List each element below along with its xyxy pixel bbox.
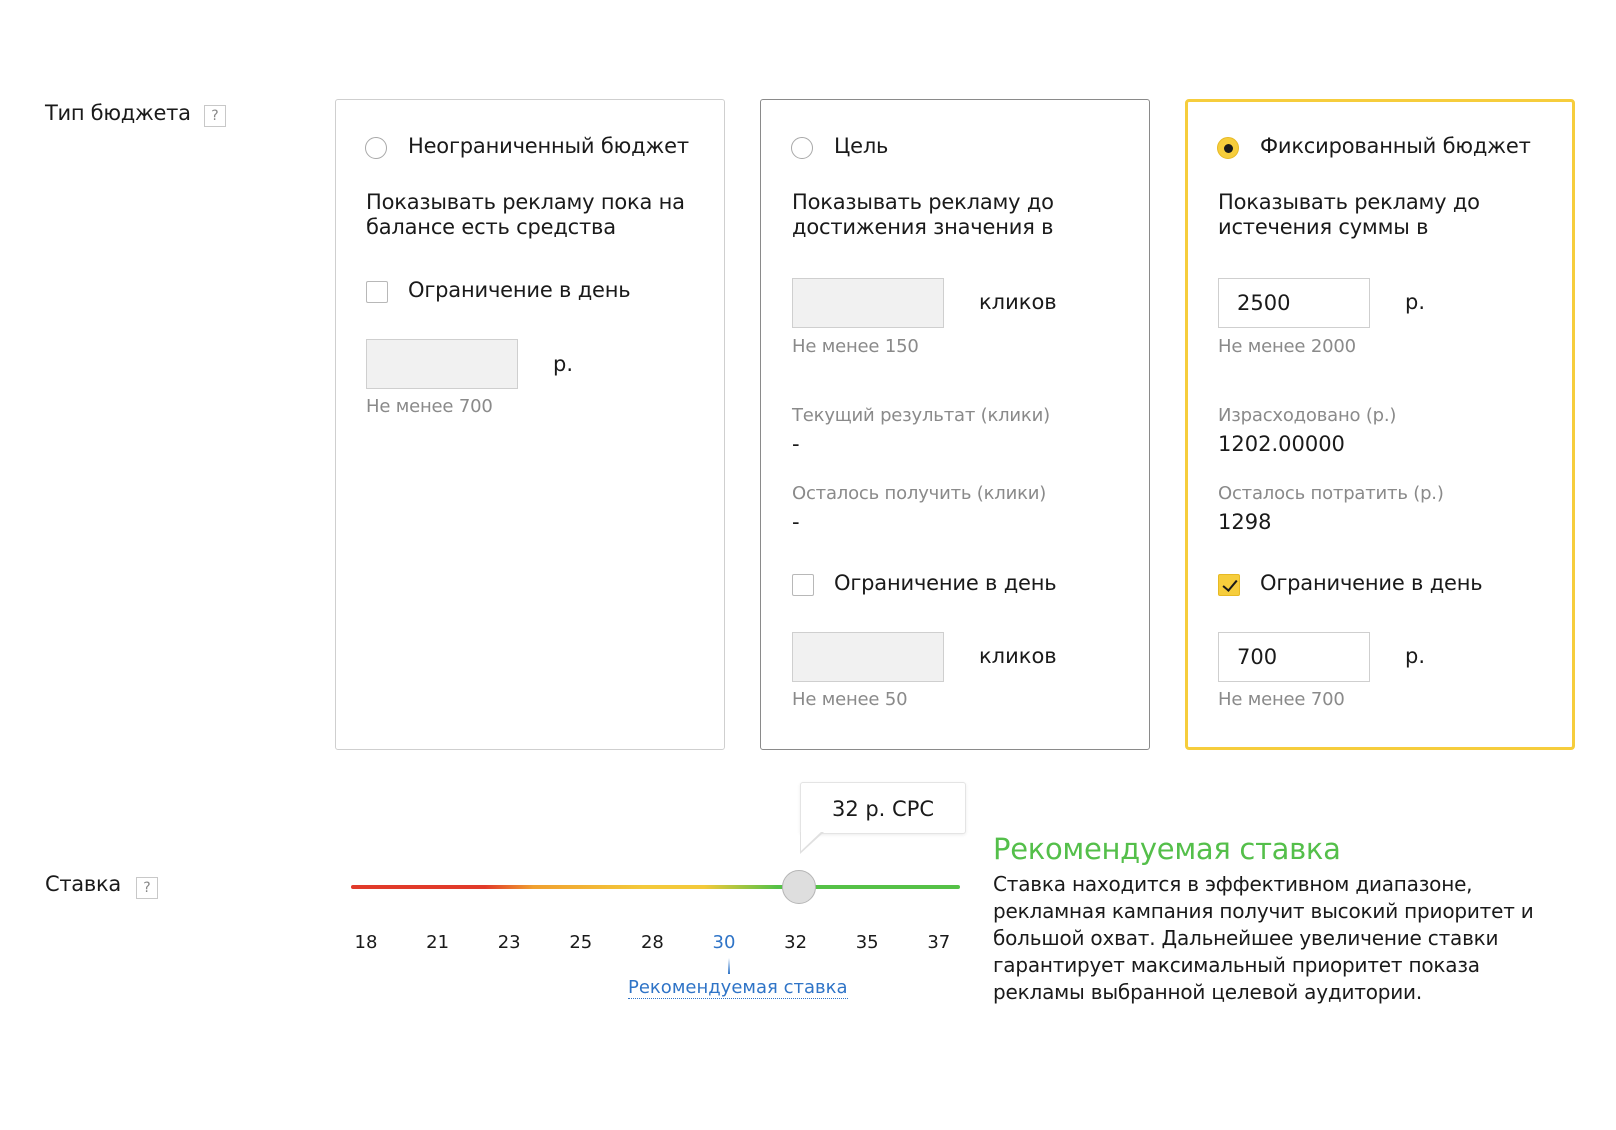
unlimited-daily-limit-hint: Не менее 700: [366, 396, 493, 417]
bid-tick-25: 25: [569, 932, 593, 953]
fixed-spent-label: Израсходовано (р.): [1218, 405, 1397, 426]
bid-tick-21: 21: [426, 932, 450, 953]
goal-daily-limit-checkbox[interactable]: [792, 574, 814, 596]
fixed-daily-limit-label[interactable]: Ограничение в день: [1260, 571, 1483, 595]
goal-daily-limit-hint: Не менее 50: [792, 689, 908, 710]
unlimited-daily-limit-unit: р.: [553, 352, 574, 376]
goal-daily-limit-label[interactable]: Ограничение в день: [834, 571, 1057, 595]
bid-value-bubble: 32 р. CPC: [800, 782, 966, 834]
budget-card-goal[interactable]: [760, 99, 1150, 750]
bid-slider-track[interactable]: [351, 885, 960, 889]
goal-clicks-input[interactable]: [792, 278, 944, 328]
goal-clicks-unit: кликов: [979, 290, 1057, 314]
unlimited-description: Показывать рекламу пока на балансе есть средства: [366, 190, 685, 239]
recommended-bid-link[interactable]: Рекомендуемая ставка: [628, 977, 848, 998]
goal-current-result-value: -: [792, 432, 800, 456]
unlimited-daily-limit-label[interactable]: Ограничение в день: [408, 278, 631, 302]
bid-slider-thumb[interactable]: [782, 870, 816, 904]
budget-card-unlimited[interactable]: [335, 99, 725, 750]
recommended-marker: [728, 958, 730, 974]
bid-tick-30: 30: [712, 932, 736, 953]
bid-tick-37: 37: [927, 932, 951, 953]
budget-type-help-icon[interactable]: ?: [204, 105, 226, 127]
goal-daily-limit-input[interactable]: [792, 632, 944, 682]
budget-type-label: Тип бюджета: [45, 101, 191, 125]
fixed-spent-value: 1202.00000: [1218, 432, 1345, 456]
recommendation-text: Ставка находится в эффективном диапазоне, рекламная кампания получит высокий приоритет и большой охват. Дальнейшее увеличение ставки гарантирует максимальный приоритет показа рекламы выбранной целевой аудитории.: [993, 872, 1534, 1004]
goal-remaining-label: Осталось получить (клики): [792, 483, 1047, 504]
goal-radio[interactable]: [791, 137, 813, 159]
unlimited-title[interactable]: Неограниченный бюджет: [408, 134, 689, 158]
fixed-title[interactable]: Фиксированный бюджет: [1260, 134, 1531, 158]
bid-tick-32: 32: [784, 932, 808, 953]
bid-tick-18: 18: [354, 932, 378, 953]
goal-current-result-label: Текущий результат (клики): [792, 405, 1050, 426]
bubble-tail-inner: [801, 831, 822, 851]
fixed-amount-unit: р.: [1405, 290, 1426, 314]
bid-tick-23: 23: [497, 932, 521, 953]
fixed-daily-limit-input[interactable]: [1218, 632, 1370, 682]
unlimited-daily-limit-input[interactable]: [366, 339, 518, 389]
unlimited-daily-limit-checkbox[interactable]: [366, 281, 388, 303]
fixed-remaining-value: 1298: [1218, 510, 1272, 534]
fixed-daily-limit-unit: р.: [1405, 644, 1426, 668]
fixed-daily-limit-checkbox[interactable]: [1218, 574, 1240, 596]
fixed-remaining-label: Осталось потратить (р.): [1218, 483, 1444, 504]
goal-daily-limit-unit: кликов: [979, 644, 1057, 668]
fixed-amount-input[interactable]: [1218, 278, 1370, 328]
recommendation-title: Рекомендуемая ставка: [993, 832, 1341, 866]
bid-help-icon[interactable]: ?: [136, 877, 158, 899]
goal-clicks-hint: Не менее 150: [792, 336, 919, 357]
fixed-daily-limit-hint: Не менее 700: [1218, 689, 1345, 710]
goal-title[interactable]: Цель: [834, 134, 889, 158]
bid-tick-35: 35: [855, 932, 879, 953]
goal-remaining-value: -: [792, 510, 800, 534]
fixed-description: Показывать рекламу до истечения суммы в: [1218, 190, 1480, 239]
budget-card-fixed[interactable]: [1185, 99, 1575, 750]
unlimited-radio[interactable]: [365, 137, 387, 159]
fixed-radio[interactable]: [1217, 137, 1239, 159]
goal-description: Показывать рекламу до достижения значения в: [792, 190, 1054, 239]
fixed-amount-hint: Не менее 2000: [1218, 336, 1356, 357]
bid-label: Ставка: [45, 872, 121, 896]
bid-tick-28: 28: [640, 932, 664, 953]
